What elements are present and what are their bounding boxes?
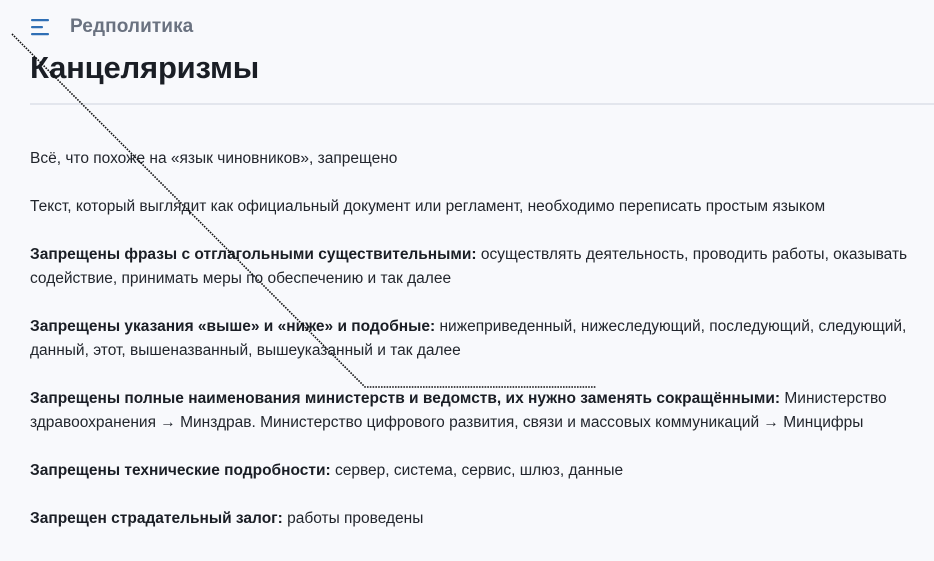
rule-lead: Запрещены фразы с отглагольными существительными:	[30, 246, 477, 263]
rule-item	[30, 459, 910, 483]
rule-lead: Запрещены технические подробности:	[30, 462, 331, 479]
rule-lead: Запрещен страдательный залог:	[30, 510, 283, 527]
rule-lead: Запрещены указания «выше» и «ниже» и подобные:	[30, 318, 436, 335]
top-bar	[30, 13, 193, 41]
rule-item	[30, 243, 910, 291]
rule-text: Всё, что похоже на «язык чиновников», запрещено	[30, 150, 398, 167]
rules-list	[30, 147, 910, 555]
rule-text: Текст, который выглядит как официальный документ или регламент, необходимо переписать простым языком	[30, 198, 826, 215]
rule-item	[30, 195, 910, 219]
rule-item	[30, 147, 910, 171]
rule-text: осуществлять деятельность, проводить работы, оказывать содействие, принимать меры по обеспечению и так далее	[30, 246, 908, 287]
rule-item	[30, 387, 910, 435]
rule-lead: Запрещены полные наименования министерств и ведомств, их нужно заменять сокращёнными:	[30, 390, 781, 407]
rule-text: сервер, система, сервис, шлюз, данные	[330, 462, 624, 479]
rule-item	[30, 507, 910, 531]
rule-text: нижеприведенный, нижеследующий, последующий, следующий, данный, этот, вышеназванный, вышеуказанный и так далее	[30, 318, 907, 359]
section-label[interactable]: Редполитика	[70, 16, 194, 37]
rule-item	[30, 315, 910, 363]
hamburger-menu-icon[interactable]	[30, 17, 52, 37]
rule-text: Министерство здравоохранения → Минздрав. Министерство цифрового развития, связи и массовых коммуникаций → Минцифры	[30, 390, 887, 431]
divider	[30, 103, 934, 105]
page-title: Канцеляризмы	[30, 50, 259, 85]
rule-text: работы проведены	[282, 510, 424, 527]
